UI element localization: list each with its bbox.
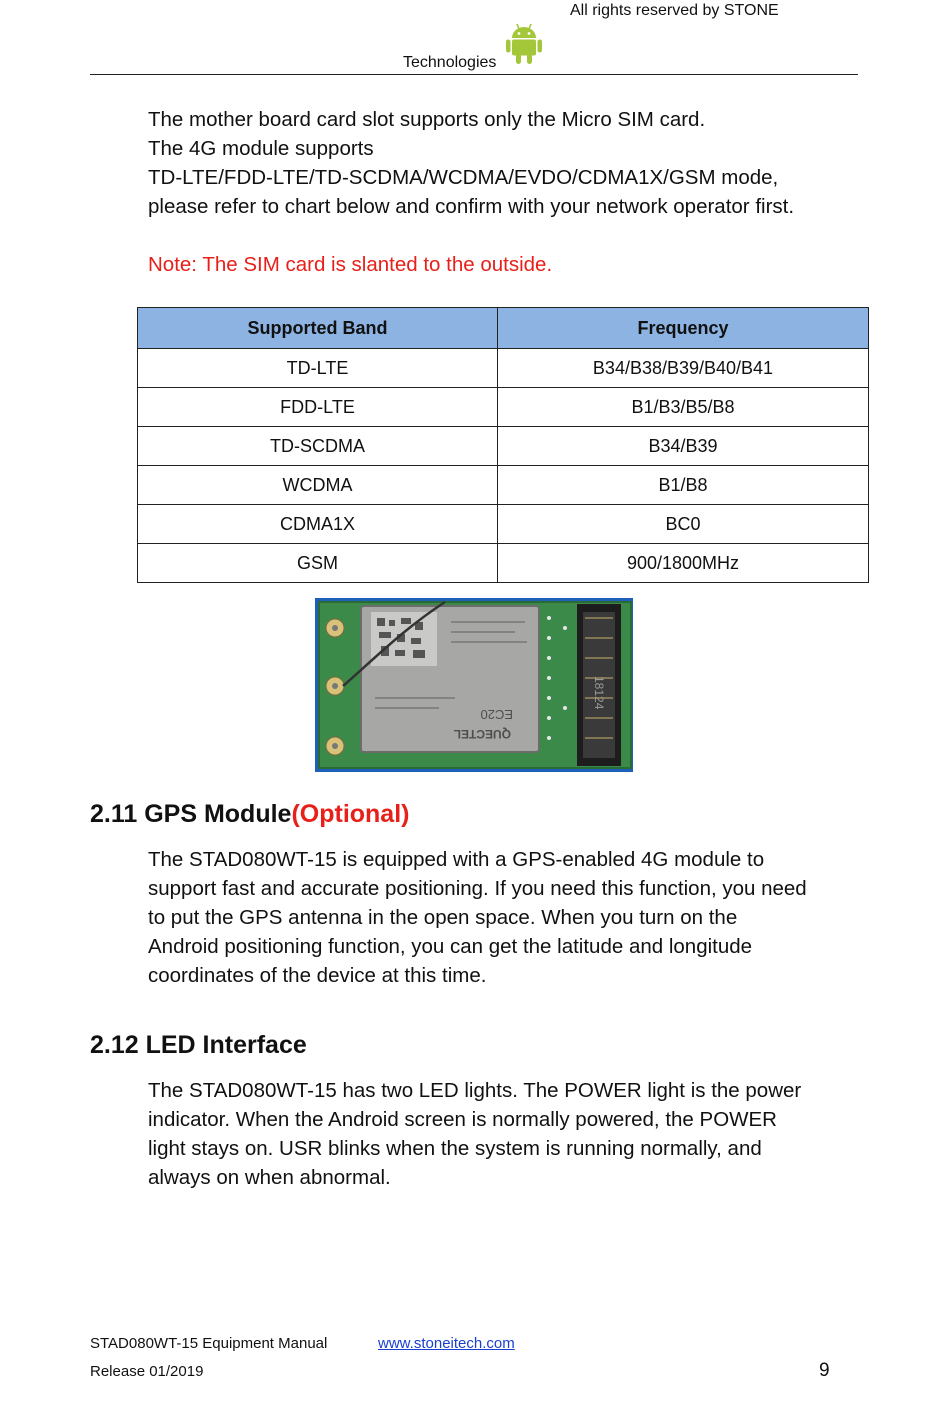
intro-paragraph — [148, 105, 888, 221]
header-divider — [90, 74, 858, 75]
sim-note: Note: The SIM card is slanted to the outside. — [148, 253, 553, 276]
table-header-row — [138, 308, 869, 349]
table-row — [138, 505, 869, 544]
footer-website-link[interactable]: www.stoneitech.com — [378, 1335, 515, 1352]
gps-line: coordinates of the device at this time. — [148, 964, 487, 987]
footer-release: Release 01/2019 — [90, 1363, 204, 1380]
gps-line: Android positioning function, you can get the latitude and longitude — [148, 935, 753, 958]
footer-manual-title: STAD080WT-15 Equipment Manual — [90, 1335, 328, 1352]
led-line: indicator. When the Android screen is normally powered, the POWER — [148, 1108, 777, 1131]
gps-section-heading — [90, 800, 409, 829]
frequency-cell: B1/B8 — [498, 466, 869, 505]
gps-paragraph — [148, 845, 878, 990]
gps-line: support fast and accurate positioning. If you need this function, you need — [148, 877, 807, 900]
page-number: 9 — [819, 1360, 830, 1381]
table-row — [138, 388, 869, 427]
intro-line: please refer to chart below and confirm with your network operator first. — [148, 195, 795, 218]
module-model-text: EC20 — [480, 707, 513, 722]
board-marking-text: 18124 — [592, 676, 606, 710]
gps-line: to put the GPS antenna in the open space. When you turn on the — [148, 906, 738, 929]
gps-heading-text: 2.11 GPS Module — [90, 800, 292, 828]
module-brand-text: QUECTEL — [453, 727, 511, 741]
gps-line: The STAD080WT-15 is equipped with a GPS-enabled 4G module to — [148, 848, 765, 871]
supported-band-table — [137, 307, 869, 583]
table-row — [138, 349, 869, 388]
band-cell: WCDMA — [138, 466, 498, 505]
table-row — [138, 427, 869, 466]
band-cell: CDMA1X — [138, 505, 498, 544]
led-line: light stays on. USR blinks when the system is running normally, and — [148, 1137, 762, 1160]
frequency-cell: B34/B39 — [498, 427, 869, 466]
header-rights: All rights reserved by STONE — [570, 2, 779, 19]
band-cell: TD-LTE — [138, 349, 498, 388]
4g-module-board-image — [315, 598, 633, 772]
column-header-band: Supported Band — [138, 308, 498, 349]
intro-line: The mother board card slot supports only the Micro SIM card. — [148, 108, 706, 131]
intro-line: TD-LTE/FDD-LTE/TD-SCDMA/WCDMA/EVDO/CDMA1X/GSM mode, — [148, 166, 779, 189]
frequency-cell: 900/1800MHz — [498, 544, 869, 583]
header-company: Technologies — [403, 54, 497, 71]
column-header-frequency: Frequency — [498, 308, 869, 349]
led-line: always on when abnormal. — [148, 1166, 391, 1189]
frequency-cell: B1/B3/B5/B8 — [498, 388, 869, 427]
frequency-cell: BC0 — [498, 505, 869, 544]
table-row — [138, 544, 869, 583]
band-cell: TD-SCDMA — [138, 427, 498, 466]
intro-line: The 4G module supports — [148, 137, 374, 160]
band-cell: FDD-LTE — [138, 388, 498, 427]
led-line: The STAD080WT-15 has two LED lights. The POWER light is the power — [148, 1079, 802, 1102]
frequency-cell: B34/B38/B39/B40/B41 — [498, 349, 869, 388]
android-logo-icon — [505, 22, 543, 66]
table-row — [138, 466, 869, 505]
optional-label: (Optional) — [291, 800, 410, 828]
led-section-heading: 2.12 LED Interface — [90, 1031, 307, 1059]
led-paragraph — [148, 1076, 878, 1192]
band-cell: GSM — [138, 544, 498, 583]
